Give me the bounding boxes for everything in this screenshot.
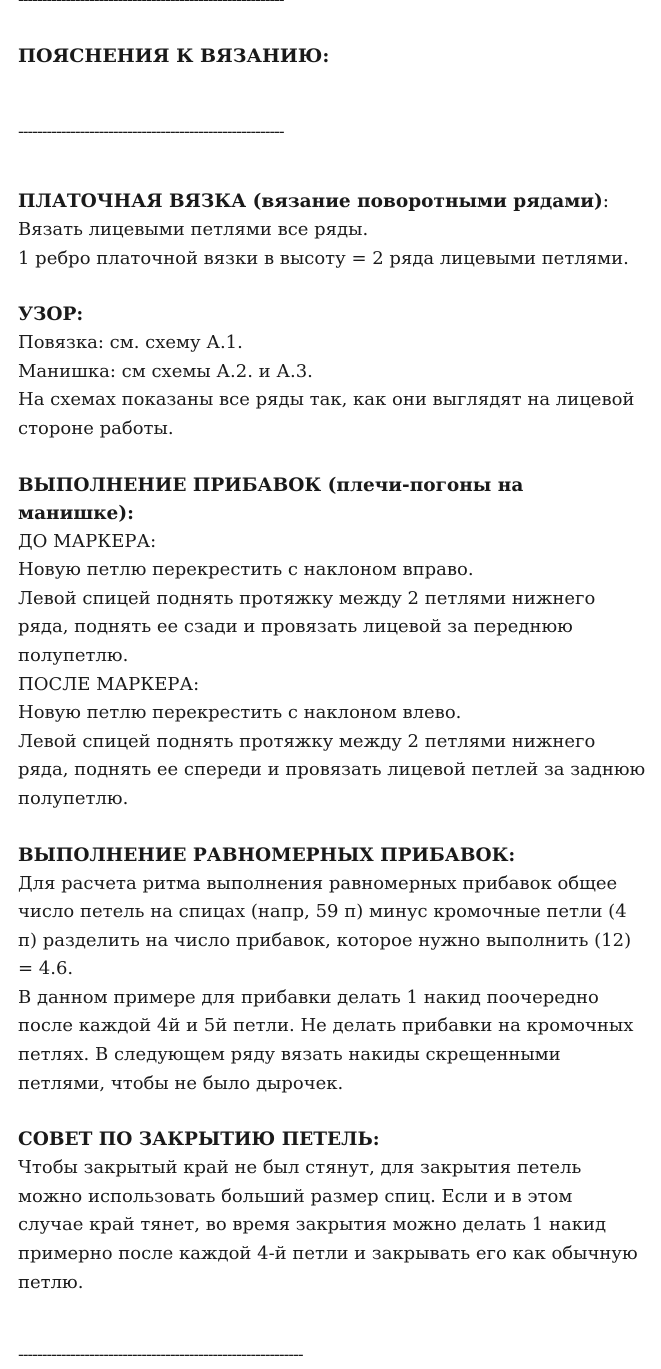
text-line: Вязать лицевыми петлями все ряды. (18, 219, 369, 240)
text-line: число петель на спицах (напр, 59 п) минус кромочные петли (4 (18, 901, 627, 923)
section-even-increases (18, 842, 648, 1099)
section-heading-text: ПЛАТОЧНАЯ ВЯЗКА (вязание поворотными рядами) (18, 191, 603, 212)
text-line: Новую петлю перекрестить с наклоном вправо. (18, 559, 474, 581)
divider-bottom: ------------------------------------------------------------ (18, 1345, 303, 1366)
text-line: петлями, чтобы не было дырочек. (18, 1072, 344, 1094)
text-line: Манишка: см схемы А.2. и А.3. (18, 360, 313, 382)
text-line: стороне работы. (18, 417, 174, 439)
text-line: ДО МАРКЕРА: (18, 530, 157, 552)
section-bind-off-tip (18, 1126, 648, 1297)
document-body (18, 0, 648, 1369)
text-line: полупетлю. (18, 644, 129, 666)
text-line: петлю. (18, 1271, 84, 1293)
section-increases (18, 472, 648, 814)
text-line: случае край тянет, во время закрытия можно делать 1 накид (18, 1214, 607, 1236)
text-line: ряда, поднять ее спереди и провязать лицевой петлей за заднюю (18, 759, 646, 781)
text-line: = 4.6. (18, 958, 74, 980)
page-title: ПОЯСНЕНИЯ К ВЯЗАНИЮ: (18, 45, 330, 67)
text-line: петлях. В следующем ряду вязать накиды скрещенными (18, 1044, 561, 1066)
text-line: можно использовать больший размер спиц. Если и в этом (18, 1185, 573, 1207)
text-line: ПОСЛЕ МАРКЕРА: (18, 673, 200, 695)
section-heading-line: манишке): (18, 502, 134, 524)
section-garter-stitch (18, 188, 648, 273)
text-line: На схемах показаны все ряды так, как они выглядят на лицевой (18, 389, 635, 411)
text-line: В данном примере для прибавки делать 1 накид поочередно (18, 986, 599, 1008)
section-pattern (18, 301, 648, 443)
section-heading: СОВЕТ ПО ЗАКРЫТИЮ ПЕТЕЛЬ: (18, 1129, 380, 1151)
text-line: Левой спицей поднять протяжку между 2 петлями нижнего (18, 730, 596, 752)
text-line: п) разделить на число прибавок, которое нужно выполнить (12) (18, 929, 632, 951)
divider-top: -------------------------------------------------------- (18, 0, 284, 10)
section-heading-line: ВЫПОЛНЕНИЕ ПРИБАВОК (плечи-погоны на (18, 474, 524, 496)
section-heading: ВЫПОЛНЕНИЕ РАВНОМЕРНЫХ ПРИБАВОК: (18, 844, 516, 866)
text-line: Новую петлю перекрестить с наклоном влево. (18, 702, 462, 724)
section-heading (18, 188, 648, 216)
text-line: Левой спицей поднять протяжку между 2 петлями нижнего (18, 587, 596, 609)
text-line: Повязка: см. схему А.1. (18, 332, 243, 354)
section-heading: УЗОР: (18, 304, 84, 326)
divider-mid: -------------------------------------------------------- (18, 122, 284, 142)
text-line: примерно после каждой 4-й петли и закрывать его как обычную (18, 1243, 638, 1265)
text-line: ряда, поднять ее сзади и провязать лицевой за переднюю (18, 616, 573, 638)
text-line: после каждой 4й и 5й петли. Не делать прибавки на кромочных (18, 1015, 634, 1037)
text-line: 1 ребро платочной вязки в высоту = 2 ряда лицевыми петлями. (18, 247, 629, 269)
text-line: Чтобы закрытый край не был стянут, для закрытия петель (18, 1157, 582, 1179)
text-line: полупетлю. (18, 787, 129, 809)
text-line: Для расчета ритма выполнения равномерных прибавок общее (18, 872, 618, 894)
section-heading-colon: : (602, 191, 609, 212)
